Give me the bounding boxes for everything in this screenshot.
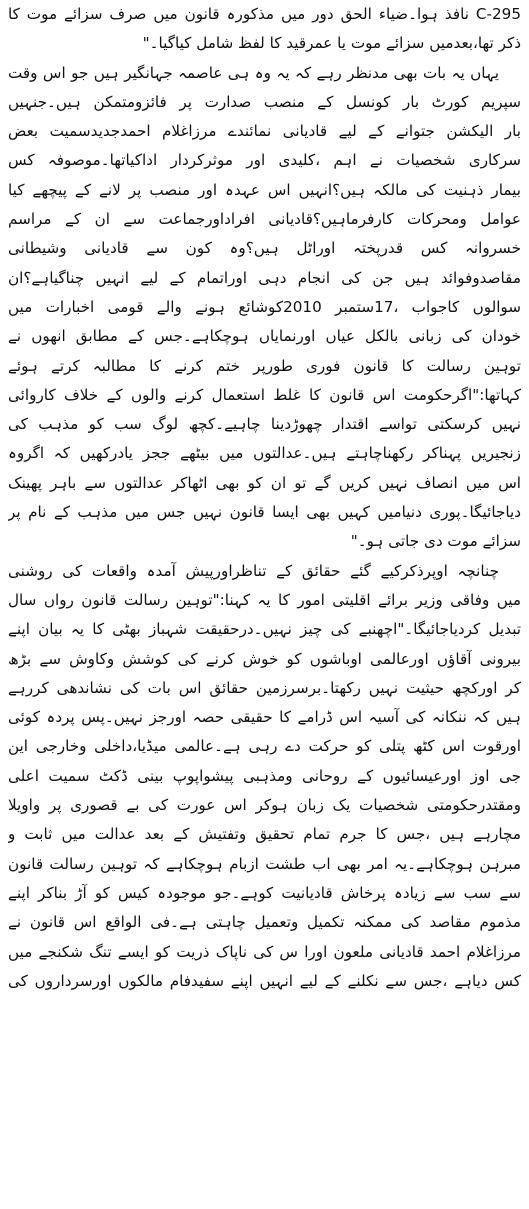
text-line: زنجیریں پہناکر رکھناچاہتے ہیں۔عدالتوں میں بیٹھے ججز یادرکھیں کہ اگروہ — [8, 444, 521, 463]
text-line: نہیں کرسکتی تواسے اقتدار چھوڑدینا چاہیے۔کچھ لوگ سب کو مذہب کی — [8, 415, 521, 434]
text-line: خودان کی زبانی بالکل عیاں اورنمایاں ہوچکاہے۔جس کے مطابق انھوں نے — [8, 327, 521, 346]
text-line: ہیں کہ ننکانہ کی آسیہ اس ڈرامے کا حقیقی حصہ اورجز نہیں۔پس پردہ کوئی — [8, 708, 521, 727]
paragraph — [8, 557, 521, 996]
text-line: سپریم کورٹ بار کونسل کے منصب صدارت پر فائزومتمکن ہیں۔جنہیں — [8, 92, 521, 111]
text-line: اورقوت اس کٹھ پتلی کو حرکت دے رہی ہے۔عالمی میڈیا،داخلی وخارجی این — [8, 737, 521, 756]
text-line: سے سب سے زیادہ پرخاش قادیانیت کوہے۔جو موجودہ کیس کو آڑ بناکر اپنے — [8, 883, 521, 902]
text-line: ذکر تھا،بعدمیں سزائے موت یا عمرقید کا لفظ شامل کیاگیا۔" — [142, 34, 521, 53]
text-line: کہاتھا:"اگرحکومت اس قانون کا غلط استعمال کرنے والوں کے خلاف کاروائی — [8, 385, 521, 404]
text-line: کر اورکچھ حیثیت نہیں رکھتا۔برسرزمین حقائق اس بات کی نشاندھی کررہے — [8, 678, 521, 697]
text-line: سزائے موت دی جاتی ہو۔" — [350, 532, 521, 551]
text-line: تبدیل کردیاجائیگا۔"اچھنبے کی چیز نہیں۔درحقیقت شہباز بھٹی کا یہ بیان اپنے — [8, 620, 521, 639]
paragraph — [8, 0, 521, 59]
text-line: جی اوز اورعیسائیوں کے روحانی ومذہبی پیشواپوپ بینی ڈکٹ سمیت اعلی — [8, 766, 521, 785]
text-line: بیمار ذہنیت کی مالکہ ہیں؟انہیں اس عہدہ اور منصب پر لانے کے پیچھے کیا — [8, 180, 521, 199]
text-line: بار الیکشن جتوانے کے لیے قادیانی نمائندے مرزاغلام احمدجدیدسمیت بعض — [8, 122, 521, 141]
text-line: مذموم مقاصد کی ممکنہ تکمیل وتعمیل چاہتی ہے۔فی الواقع اس قانون نے — [8, 913, 521, 932]
text-line: مبرہن ہوچکاہے۔یہ امر بھی اب طشت ازبام ہوچکاہے کہ توہین رسالت قانون — [8, 854, 521, 873]
text-line: مرزاغلام احمد قادیانی ملعون اورا س کی ناپاک ذریت کو ایسے تنگ شکنجے میں — [8, 942, 521, 961]
text-line: بیرونی آقاؤں اورعالمی اوباشوں کو خوش کرنے کی کوشش وکاوش سے بڑھ — [8, 649, 521, 668]
text-line: دیاجائیگا۔پوری دنیامیں کہیں بھی ایسا قانون نہیں جس میں مذہب کے نام پر — [8, 503, 521, 522]
text-line: توہین رسالت کا قانون فوری طورپر ختم کرنے کا مطالبہ کرتے ہوئے — [8, 356, 521, 375]
text-line: چنانچہ اوپرذکرکیے گئے حقائق کے تناظراورپیش آمدہ واقعات کی روشنی — [8, 561, 499, 580]
text-line: یہاں یہ بات بھی مدنظر رہے کہ یہ وہ ہی عاصمہ جہانگیر ہیں جو اس وقت — [8, 63, 499, 82]
text-line: 295-C نافذ ہوا۔ضیاء الحق دور میں مذکورہ قانون میں صرف سزائے موت کا — [8, 5, 521, 23]
text-line: ومقتدرحکومتی شخصیات یک زبان ہوکر اس عورت کی بے قصوری پر واویلا — [8, 796, 521, 815]
text-line: عوامل ومحرکات کارفرماہیں؟قادیانی افراداورجماعت سے ان کے مراسم — [8, 210, 521, 229]
text-line: کس دیاہے ،جس سے نکلنے کے لیے انہیں اپنے سفیدفام مالکوں اورسرداروں کی — [8, 971, 521, 990]
text-line: سوالوں کاجواب ،17ستمبر 2010کوشائع ہونے والے قومی اخبارات میں — [8, 297, 521, 316]
text-line: خسروانہ کس قدرپختہ اوراٹل ہیں؟وہ کون سے قادیانی وشیطانی — [8, 239, 521, 258]
paragraph — [8, 59, 521, 557]
text-line: مچارہے ہیں ،جس کا جرم تمام تحقیق وتفتیش کے بعد عدالت میں ثابت و — [8, 825, 521, 844]
text-line: میں وفاقی وزیر برائے اقلیتی امور کا یہ کہنا:"توہین رسالت قانون رواں سال — [8, 590, 521, 609]
text-line: سرکاری شخصیات نے اہم ،کلیدی اور موثرکردار اداکیاتھا۔موصوفہ کس — [8, 151, 521, 170]
text-line: اس میں انصاف نہیں کریں گے تو ان کو بھی اٹھاکر عدالتوں سے باہر پھینک — [8, 473, 521, 492]
text-line: مقاصدوفوائد ہیں جن کی انجام دہی اوراتمام کے لیے انہیں چناگیاہے؟ان — [8, 268, 521, 287]
